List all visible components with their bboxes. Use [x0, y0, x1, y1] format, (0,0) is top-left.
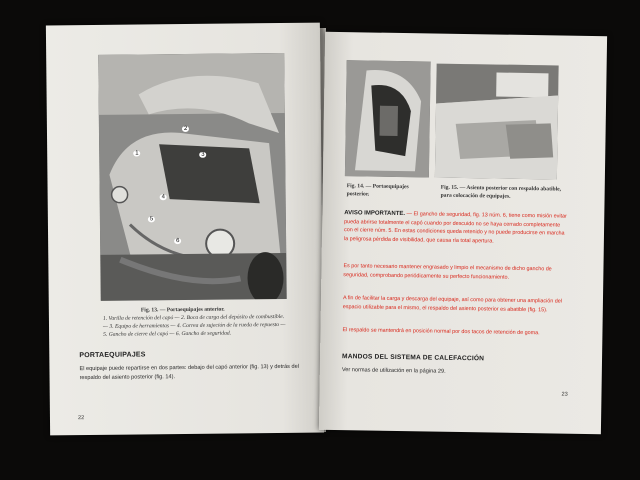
callout-1: 1	[135, 150, 139, 157]
warning-text: — El gancho de seguridad, fig. 13 núm. 6, tiene como misión evitar pueda abrirse totalmente el capó cuando por descuido no se haya cerrado completamente con el cierre núm. 5. En estas condiciones queda retenido y no puede producirse en marcha la peligrosa pérdida de visibilidad, que causa ría total apertura.	[343, 211, 567, 245]
rear-seat-illustration	[435, 64, 559, 180]
fig15-caption: Fig. 15. — Asiento posterior con respaldo abatible, para colocación de equipajes.	[440, 184, 562, 200]
car-front-illustration	[98, 53, 287, 301]
paragraph-rubber-stops: El respaldo se mantendrá en posición normal por dos tacos de retención de goma.	[342, 327, 540, 337]
warning-label: AVISO IMPORTANTE.	[344, 210, 406, 218]
warning-paragraph	[344, 209, 571, 247]
page-number-right: 23	[561, 391, 568, 398]
fig13-title: Fig. 13. — Portaequipajes anterior.	[140, 306, 225, 314]
callout-5: 5	[149, 216, 154, 223]
callout-6: 6	[176, 238, 180, 245]
page-number-left: 22	[77, 415, 85, 422]
left-page	[46, 23, 324, 436]
paragraph-lubrication: Es por tanto necesario mantener engrasado y limpio el mecanismo de dicho gancho de seguridad, comprobando periódicamente su perfecto funcionamiento.	[343, 263, 552, 281]
callout-2: 2	[183, 125, 188, 133]
callout-4: 4	[161, 194, 166, 201]
fig14-caption: Fig. 14. — Portaequipajes posterior.	[346, 183, 409, 198]
fig13-legend: 1. Varilla de retención del capó — 2. Boca de carga del depósito de combustible. — 3. Equipo de herramientas — 4. Correa de sujeción de la rueda de repuesto — 5. Gancho de cierre del capó — 6. Gancho de seguridad.	[102, 313, 286, 338]
section-heading-portaequipajes: PORTAEQUIPAJES	[79, 351, 146, 360]
heating-reference: Ver normas de utilización en la página 29.	[341, 367, 446, 375]
rear-trunk-photo	[345, 60, 431, 177]
paragraph-folding-seat: A fin de facilitar la carga y descarga del equipaje, así como para obtener una ampliación del espacio utilizable para el mismo, el respaldo del asiento posterior es abatible (fig. 15).	[342, 295, 563, 313]
portaequipajes-body: El equipaje puede repartirse en dos partes: debajo del capó anterior (fig. 13) y detrás del respaldo del asiento posterior (fig. 14).	[79, 363, 300, 381]
rear-trunk-illustration	[345, 60, 431, 177]
callout-3: 3	[201, 151, 205, 158]
right-page	[319, 32, 607, 434]
front-trunk-photo	[98, 53, 287, 301]
section-heading-heating: MANDOS DEL SISTEMA DE CALEFACCIÓN	[341, 353, 485, 363]
rear-seat-photo	[435, 64, 559, 180]
